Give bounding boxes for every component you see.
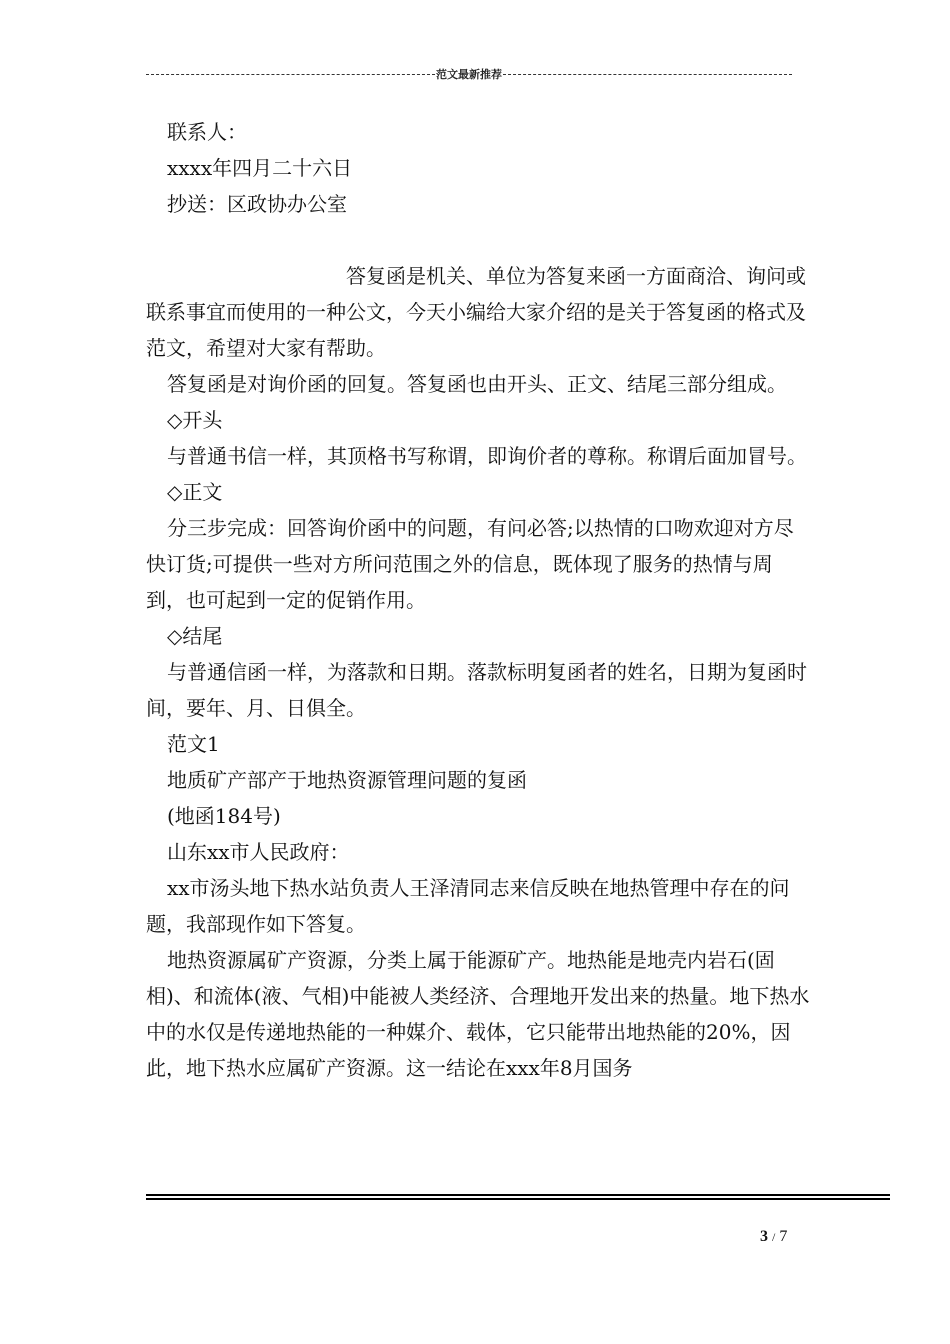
date-line: xxxx年四月二十六日 (167, 156, 353, 180)
section-heading-body: ◇正文 (167, 480, 223, 504)
total-pages: 7 (779, 1228, 788, 1245)
sample-addressee: 山东xx市人民政府： (167, 840, 350, 864)
document-body (146, 114, 810, 1086)
ending-paragraph: 与普通信函一样，为落款和日期。落款标明复函者的姓名，日期为复函时间，要年、月、日俱全。 (146, 660, 807, 720)
sample-title: 地质矿产部产于地热资源管理问题的复函 (167, 768, 527, 792)
footer-rule (146, 1194, 890, 1200)
page-number (760, 1228, 787, 1246)
contact-line: 联系人： (167, 120, 247, 144)
cc-line: 抄送：区政协办公室 (167, 192, 347, 216)
sample-number: (地函184号) (167, 804, 281, 828)
header-rule-left (146, 74, 435, 75)
page-header (146, 64, 792, 84)
body-paragraph: 分三步完成：回答询价函中的问题，有问必答;以热情的口吻欢迎对方尽快订货;可提供一些对方所问范围之外的信息，既体现了服务的热情与周到，也可起到一定的促销作用。 (146, 516, 794, 612)
section-heading-ending: ◇结尾 (167, 624, 223, 648)
blank-line (146, 222, 810, 258)
intro-paragraph: 答复函是机关、单位为答复来函一方面商洽、询问或联系事宜而使用的一种公文，今天小编给大家介绍的是关于答复函的格式及范文，希望对大家有帮助。 (146, 264, 806, 360)
page-separator: / (772, 1230, 776, 1244)
structure-paragraph: 答复函是对询价函的回复。答复函也由开头、正文、结尾三部分组成。 (167, 372, 787, 396)
section-heading-opening: ◇开头 (167, 408, 223, 432)
header-rule-right (503, 74, 792, 75)
sample-paragraph-2: 地热资源属矿产资源，分类上属于能源矿产。地热能是地壳内岩石(固相)、和流体(液、气相)中能被人类经济、合理地开发出来的热量。地下热水中的水仅是传递地热能的一种媒介、载体，它只能带出地热能的20%，因此，地下热水应属矿产资源。这一结论在xxx年8月国务 (146, 948, 810, 1080)
sample-paragraph-1: xx市汤头地下热水站负责人王泽清同志来信反映在地热管理中存在的问题，我部现作如下答复。 (146, 876, 790, 936)
opening-paragraph: 与普通书信一样，其顶格书写称谓，即询价者的尊称。称谓后面加冒号。 (167, 444, 807, 468)
current-page: 3 (760, 1228, 768, 1245)
sample-label: 范文1 (167, 732, 220, 756)
header-title: 范文最新推荐 (436, 68, 502, 81)
